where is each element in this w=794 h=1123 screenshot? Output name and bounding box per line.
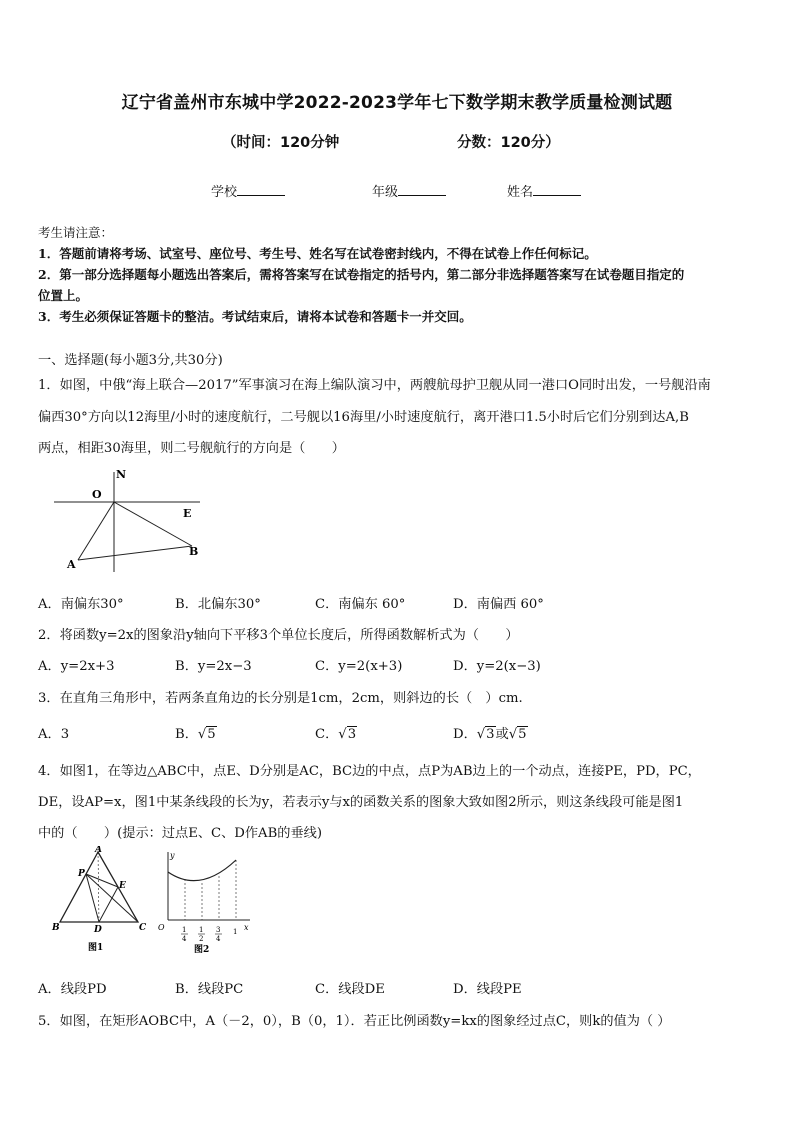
page-title: 辽宁省盖州市东城中学2022-2023学年七下数学期末教学质量检测试题 [121,93,673,113]
sqrt-5: √5 [197,727,216,742]
notice-item-1: 1．答题前请将考场、试室号、座位号、考生号、姓名写在试卷密封线内，不得在试卷上作任何标记。 [38,246,597,261]
segment-pd [86,874,99,922]
tick-1-den: 4 [182,935,187,943]
school-field[interactable] [211,181,285,200]
notice-item-2: 2．第一部分选择题每小题选出答案后，需将答案写在试卷指定的括号内，第二部分非选择题答案写在试卷题目指定的 [38,267,685,282]
q4-line-1: 4．如图1，在等边△ABC中，点E、D分别是AC，BC边的中点，点P为AB边上的一个动点，连接PE，PD，PC， [38,764,701,779]
altitude [98,852,99,922]
q4-option-c[interactable]: C．线段DE [315,982,385,997]
grade-blank[interactable] [398,183,446,196]
school-blank[interactable] [237,183,285,196]
q1-line-2: 偏西30°方向以12海里/小时的速度航行，二号舰以16海里/小时速度航行，离开港口1.5小时后它们分别到达A,B [38,410,689,425]
school-label: 学校 [211,185,238,200]
sqrt-3: √3 [338,727,357,742]
fig1-label-p: P [78,869,85,879]
label-e: E [183,507,192,520]
q4-line-3: 中的（ ）(提示：过点E、C、D作AB的垂线) [38,826,322,841]
q3-option-b[interactable] [175,723,217,742]
grade-label: 年级 [372,185,399,200]
q4-figure-1 [40,846,152,956]
q3-option-b-letter: B． [175,727,198,742]
tick-2-den: 2 [199,935,204,943]
tick-1-num: 1 [182,926,187,934]
grade-field[interactable] [372,181,446,200]
tick-2-num: 1 [199,926,204,934]
name-label: 姓名 [507,185,534,200]
q3-option-d-letter: D． [453,727,477,742]
label-b: B [189,545,199,558]
exam-score: 分数：120分） [457,135,560,151]
fig2-label-y: y [170,851,175,860]
q4-option-b[interactable]: B．线段PC [175,982,244,997]
q3-option-c[interactable] [315,723,357,742]
tick-3-num: 3 [216,926,221,934]
exam-time: （时间：120分钟 [222,135,340,151]
q1-option-b[interactable]: B．北偏东30° [175,597,261,612]
fig2-caption: 图2 [194,945,210,955]
fig2-label-o: O [158,923,165,932]
q3-option-a[interactable]: A．3 [38,727,70,742]
fig1-caption: 图1 [88,943,104,953]
q1-option-a[interactable]: A．南偏东30° [38,597,124,612]
q3-stem: 3．在直角三角形中，若两条直角边的长分别是1cm，2cm，则斜边的长（ ）cm. [38,691,523,706]
fig1-label-b: B [52,923,60,933]
tick-3-den: 4 [216,935,221,943]
notice-item-3: 3．考生必须保证答题卡的整洁。考试结束后，请将本试卷和答题卡一并交回。 [38,309,472,324]
label-o: O [92,488,102,501]
label-n: N [116,468,127,481]
sqrt-5: √5 [508,727,527,742]
fig2-label-x: x [244,923,249,932]
section-heading: 一、选择题(每小题3分,共30分) [38,353,223,368]
q2-option-a[interactable]: A．y=2x+3 [38,659,115,674]
fig1-label-c: C [139,923,147,933]
q4-line-2: DE，设AP=x，图1中某条线段的长为y，若表示y与x的函数关系的图象大致如图2所示，则这条线段可能是图1 [38,795,684,810]
name-field[interactable] [507,181,581,200]
name-blank[interactable] [533,183,581,196]
segment-ab [78,546,192,560]
segment-de [99,887,118,922]
q3-option-d[interactable] [453,723,528,742]
curve [168,860,236,881]
q1-figure [50,468,210,576]
fig1-label-a: A [95,846,102,855]
q1-line-3: 两点，相距30海里，则二号舰航行的方向是（ ） [38,441,345,456]
q4-option-d[interactable]: D．线段PE [453,982,522,997]
q2-option-b[interactable]: B．y=2x−3 [175,659,252,674]
q2-option-d[interactable]: D．y=2(x−3) [453,659,541,674]
q5-stem: 5．如图，在矩形AOBC中，A（－2，0），B（0，1）．若正比例函数y=kx的图象经过点C，则k的值为（ ） [38,1014,671,1029]
q4-option-a[interactable]: A．线段PD [38,982,107,997]
notice-item-2-cont: 位置上。 [38,288,89,303]
notice-heading: 考生请注意： [38,225,114,240]
fig1-label-e: E [119,881,126,891]
q2-option-c[interactable]: C．y=2(x+3) [315,659,403,674]
segment-oa [78,502,114,560]
q1-line-1: 1．如图，中俄“海上联合—2017”军事演习在海上编队演习中，两艘航母护卫舰从同一港口O同时出发，一号舰沿南 [38,378,711,393]
q2-stem: 2．将函数y=2x的图象沿y轴向下平移3个单位长度后，所得函数解析式为（ ） [38,628,519,643]
fig1-label-d: D [94,925,102,935]
q1-option-d[interactable]: D．南偏西 60° [453,597,544,612]
q4-figure-2 [156,848,256,958]
segment-ob [114,502,192,546]
segment-pe [86,874,118,887]
or-text: 或 [495,727,509,742]
q1-option-c[interactable]: C．南偏东 60° [315,597,406,612]
label-a: A [67,558,76,571]
q3-option-c-letter: C． [315,727,339,742]
sqrt-3: √3 [476,727,495,742]
tick-4: 1 [233,928,238,936]
